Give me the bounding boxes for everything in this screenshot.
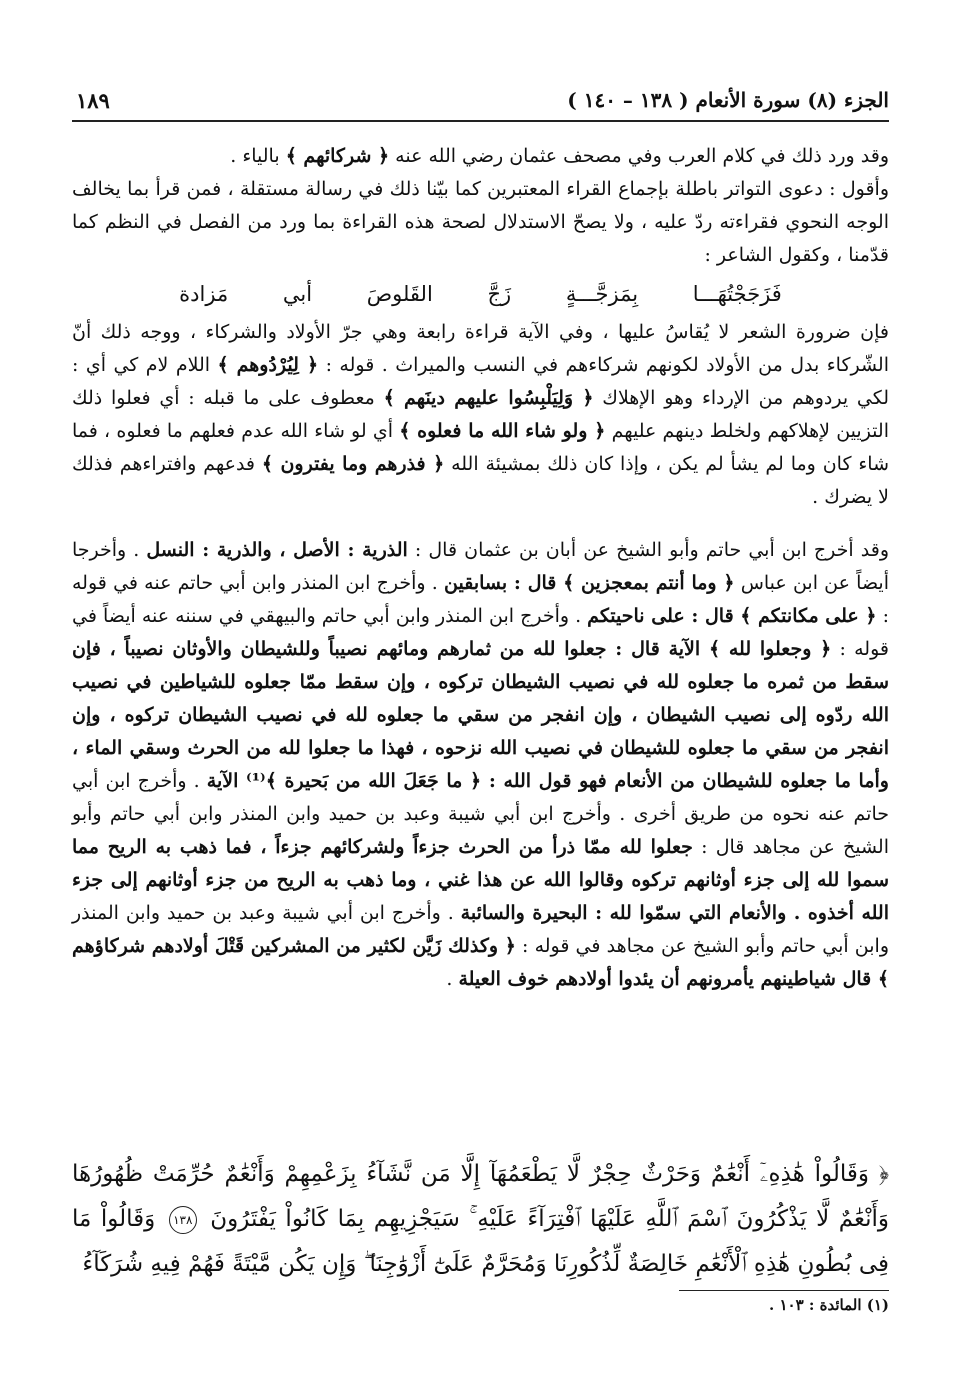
quoted-text: جعلوا لله ممّا ذرأ من الحرث جزءاً ولشركائهم جزءاً ، فما ذهب به الريح مما سموا لله إلى جزء أوثانهم تركوه وقالوا الله عن هذا غني ، وما ذهب به الريح من جزء أوثانهم إلى جزء الله أخذوه . والأنعام التي سمّوا لله : البحيرة والسائبة [72, 836, 889, 924]
text-run: . [446, 968, 459, 990]
quoted-text: ﴿ وكذلك زَيَّن لكثير من المشركين قَتْلَ أولادهم شركاؤهم ﴾ قال شياطينهم يأمرونهم أن يئدوا أولادهم خوف العيلة [72, 935, 889, 990]
paragraph-4 [72, 534, 889, 996]
paragraph-3 [72, 316, 889, 514]
footnote: (١) المائدة : ١٠٣ . [769, 1296, 889, 1314]
text-run: . وأخرج ابن أبي شيبة وعبد بن حميد وابن المنذر وابن أبي حاتم وأبو الشيخ عن مجاهد في قوله : [72, 902, 889, 957]
quoted-text: ﴿ فذرهم وما يفترون ﴾ [261, 453, 445, 475]
text-run: . وأخرج ابن أبي حاتم عنه نحوه من طريق أخرى . وأخرج ابن أبي شيبة وعبد بن حميد وابن المنذر وابن أبي حاتم وأبو الشيخ عن مجاهد قال : [72, 770, 889, 858]
text-run: اللام لام كي أي : لكي يردوهم من الإرداء وهو الإهلاك [72, 354, 889, 409]
text-run: بالياء . [230, 145, 286, 167]
quoted-text: ﴿ شركائهم ﴾ [285, 145, 390, 167]
quoted-text: ﴿ ولو شاء الله ما فعلوه ﴾ [399, 420, 606, 442]
ayah-number-marker: ١٣٨ [169, 1206, 197, 1234]
page-number: ١٨٩ [76, 88, 110, 113]
quoted-text: ﴿ وجعلوا لله ﴾ الآية قال : جعلوا لله من ثمارهم ومائهم نصيباً وللشيطان والأوثان نصيباً ، فإن سقط من ثمره ما جعلوه لله في نصيب الشيطان تركوه ، وإن سقط ممّا جعلوه للشياطين في نصيب الله ردّوه إلى نصيب الشيطان ، وإن انفجر من سقي ما جعلوه لله في نصيب الشيطان تركوه ، وإن انفجر من سقي ما جعلوه للشيطان في نصيب الله نزحوه ، فهذا ما جعلوا لله من الحرث وسقي الماء ، وأما ما جعلوه للشيطان من الأنعام فهو قول الله : ﴿ ما جَعَلَ الله من بَحيرة ﴾⁽¹⁾ الآية [72, 638, 889, 792]
text-run: معطوف على ما قبله : أي فعلوا ذلك التزيين لإهلاكهم ولخلط دينهم عليهم [72, 387, 889, 442]
text-run: فإن ضرورة الشعر لا يُقاسُ عليها ، وفي الآية قراءة رابعة وهي جرّ الأولاد والشركاء ، ووجه ذلك أنّ الشّركاء بدل من الأولاد لكونهم شركاءهم في النسب والميراث . قوله : [72, 321, 889, 376]
text-run: . وأخرجا أيضاً عن ابن عباس [72, 539, 889, 594]
quoted-text: الذرية : الأصل ، والذرية : النسل [146, 539, 408, 561]
text-run: . وأخرج ابن المنذر وابن أبي حاتم والبيهقي في سننه عنه أيضاً في قوله : [72, 605, 889, 660]
quran-ayah-139-text: وَقَالُواْ مَا فِى بُطُونِ هَٰذِهِ ٱلْأَنْعَٰمِ خَالِصَةٌ لِّذُكُورِنَا وَمُحَرَّمٌ عَلَىٰٓ أَزْوَٰجِنَا ۖ وَإِن يَكُن مَّيْتَةً فَهُمْ فِيهِ شُرَكَآءُ [72, 1206, 889, 1277]
text-run: . وأخرج ابن المنذر وابن أبي حاتم عنه في قوله : [72, 572, 889, 627]
quoted-text: ﴿ وما أنتم بمعجزين ﴾ قال : بسابقين [444, 572, 735, 594]
text-run: وقد أخرج ابن أبي حاتم وأبو الشيخ عن أبان بن عثمان قال : [407, 539, 889, 561]
text-run: وأقول : دعوى التواتر باطلة بإجماع القراء المعتبرين كما بيّنا ذلك في رسالة مستقلة ، فمن قرأ بما يخالف الوجه النحوي فقراءته ردّ عليه ، ولا يصحّ الاستدلال لصحة هذه القراءة بما ورد من الفصل في النظم كما قدّمنا ، وكقول الشاعر : [72, 178, 889, 266]
quoted-text: ﴿ على مكانتكم ﴾ قال : على ناحيتكم [587, 605, 877, 627]
quoted-text: ﴿ وَلِيَلْبِسُوا عليهم دينَهم ﴾ [383, 387, 594, 409]
footnote-divider [679, 1290, 889, 1291]
quran-ayah-138-text: ﴿ وَقَالُواْ هَٰذِهِۦٓ أَنْعَٰمٌ وَحَرْثٌ حِجْرٌ لَّا يَطْعَمُهَآ إِلَّا مَن نَّشَآءُ بِزَعْمِهِمْ وَأَنْعَٰمٌ حُرِّمَتْ ظُهُورُهَا وَأَنْعَٰمٌ لَّا يَذْكُرُونَ ٱسْمَ ٱللَّهِ عَلَيْهَا ٱفْتِرَآءً عَلَيْهِ ۚ سَيَجْزِيهِم بِمَا كَانُواْ يَفْتَرُونَ [72, 1161, 890, 1232]
text-run: وقد ورد ذلك في كلام العرب وفي مصحف عثمان رضي الله عنه [389, 145, 889, 167]
paragraph-1 [72, 140, 889, 173]
text-run: فدعهم وافتراءهم فذلك لا يضرك . [72, 453, 889, 508]
quran-passage [72, 1152, 889, 1287]
quoted-text: ﴿ لِيُرْدُوهم ﴾ [217, 354, 319, 376]
text-run: أي لو شاء الله عدم فعلهم ما فعلوه ، فما شاء كان وما لم يشأ لم يكن ، وإذا كان ذلك بمشيئة الله [72, 420, 889, 475]
running-title: الجزء (٨) سورة الأنعام ( ١٣٨ – ١٤٠ ) [567, 88, 889, 112]
paragraph-2 [72, 173, 889, 272]
poetry-verse: فَزَجَجْتُهَـــا بِمَزجَّـــةٍ زَجَّ القَلوصَ أبي مَزادة [179, 282, 782, 306]
page-header [72, 82, 889, 122]
page-body [72, 140, 889, 996]
